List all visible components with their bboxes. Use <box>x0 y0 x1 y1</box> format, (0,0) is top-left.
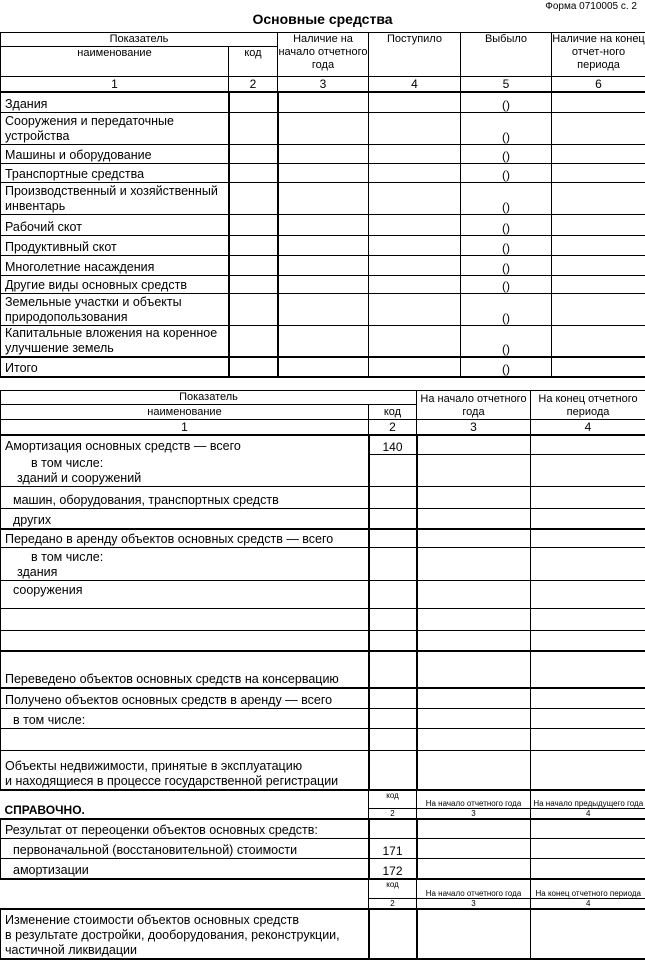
row-label: Продуктивный скот <box>1 235 229 255</box>
code-cell[interactable] <box>229 235 278 255</box>
table-row <box>1 839 645 859</box>
change-label-2: в результате достройки, дооборудования, реконструкции, <box>5 928 340 942</box>
row-label: Земельные участки и объекты природопользования <box>1 293 229 325</box>
disposed-cell[interactable]: () <box>461 293 552 325</box>
realty-label-1: Объекты недвижимости, принятые в эксплуатацию <box>5 759 303 773</box>
disposed-cell[interactable]: () <box>461 325 552 357</box>
table-row <box>1 454 645 486</box>
reference-header-row <box>1 790 645 808</box>
change-label-3: частичной ликвидации <box>5 943 137 957</box>
col-code-header: код <box>369 405 417 420</box>
row-label: первоначальной (восстановительной) стоимости <box>1 839 369 859</box>
value-cell[interactable] <box>417 708 531 728</box>
code-cell: 172 <box>369 859 417 879</box>
ref-col-code: код <box>369 790 417 808</box>
table-row <box>1 630 645 651</box>
col-number: 2 <box>369 420 417 436</box>
value-cell[interactable] <box>531 728 645 750</box>
col-number: 6 <box>552 77 645 93</box>
value-cell[interactable] <box>278 357 369 377</box>
row-label: Здания <box>1 92 229 112</box>
col-number: 4 <box>531 420 645 436</box>
row-label <box>1 750 369 790</box>
table-row <box>1 651 645 688</box>
code-cell[interactable] <box>229 357 278 377</box>
row-label: Капитальные вложения на коренное улучшение земель <box>1 325 229 357</box>
change-label-1: Изменение стоимости объектов основных средств <box>5 913 299 927</box>
value-cell[interactable] <box>531 651 645 688</box>
table-row <box>1 529 645 547</box>
disposed-cell[interactable]: () <box>461 112 552 144</box>
value-cell[interactable] <box>417 529 531 547</box>
code-cell[interactable] <box>229 293 278 325</box>
table-row <box>1 750 645 790</box>
row-label: амортизации <box>1 859 369 879</box>
col-number: 2 <box>369 808 417 819</box>
col-number: 1 <box>1 77 229 93</box>
value-cell[interactable] <box>278 325 369 357</box>
value-cell[interactable] <box>417 435 531 454</box>
value-cell[interactable] <box>552 112 645 144</box>
fixed-assets-table <box>0 32 645 378</box>
value-cell[interactable] <box>531 454 645 486</box>
col-number: 5 <box>461 77 552 93</box>
col-code-header: код <box>229 47 278 77</box>
table-row <box>1 859 645 879</box>
row-label: машин, оборудования, транспортных средств <box>1 486 369 508</box>
row-label <box>1 547 369 580</box>
value-cell[interactable] <box>417 547 531 580</box>
table-row <box>1 728 645 750</box>
value-cell[interactable] <box>531 819 645 839</box>
code-cell[interactable] <box>229 92 278 112</box>
code-cell[interactable] <box>229 182 278 214</box>
incl-label: в том числе: <box>31 455 104 470</box>
table-row <box>1 112 645 144</box>
table-row <box>1 92 645 112</box>
value-cell[interactable] <box>531 750 645 790</box>
col-name-header: наименование <box>1 47 229 77</box>
value-cell[interactable] <box>531 435 645 454</box>
value-cell[interactable] <box>278 182 369 214</box>
code-cell[interactable] <box>369 630 417 651</box>
incl-label: в том числе: <box>31 549 104 564</box>
value-cell[interactable] <box>417 839 531 859</box>
value-cell[interactable] <box>417 728 531 750</box>
col-name-header: наименование <box>1 405 369 420</box>
value-cell[interactable] <box>417 454 531 486</box>
row-label: Сооружения и передаточные устройства <box>1 112 229 144</box>
value-cell[interactable] <box>552 357 645 377</box>
table-row <box>1 214 645 235</box>
disposed-cell[interactable]: () <box>461 255 552 275</box>
code-cell[interactable] <box>369 486 417 508</box>
row-label: Переведено объектов основных средств на консервацию <box>1 651 369 688</box>
row-label <box>1 454 369 486</box>
disposed-cell[interactable]: () <box>461 275 552 293</box>
value-cell[interactable] <box>278 235 369 255</box>
value-cell[interactable] <box>531 486 645 508</box>
col-number: 3 <box>417 808 531 819</box>
code-cell[interactable] <box>229 275 278 293</box>
ref-col-start: На начало отчетного года <box>417 790 531 808</box>
table-row <box>1 508 645 529</box>
value-cell[interactable] <box>417 859 531 879</box>
value-cell[interactable] <box>278 92 369 112</box>
table-row <box>1 182 645 214</box>
value-cell[interactable] <box>369 144 461 163</box>
disposed-cell[interactable]: () <box>461 357 552 377</box>
col-end-header: Наличие на конец отчет-ного периода <box>552 33 645 77</box>
value-cell[interactable] <box>278 255 369 275</box>
table-row <box>1 235 645 255</box>
value-cell[interactable] <box>552 92 645 112</box>
chg-col-code: код <box>369 879 417 899</box>
row-label: Производственный и хозяйственный инвентарь <box>1 182 229 214</box>
blank-cell[interactable] <box>1 608 369 630</box>
code-cell: 171 <box>369 839 417 859</box>
value-cell[interactable] <box>369 357 461 377</box>
table-row <box>1 909 645 959</box>
disposed-cell[interactable]: () <box>461 214 552 235</box>
row-label-buildings: здания <box>17 564 58 579</box>
code-cell[interactable] <box>369 708 417 728</box>
row-label <box>1 909 369 959</box>
code-cell[interactable] <box>369 909 417 959</box>
value-cell[interactable] <box>369 112 461 144</box>
row-label: в том числе: <box>1 708 369 728</box>
col-start-header: Наличие на начало отчетного года <box>278 33 369 77</box>
col-number: 4 <box>531 808 645 819</box>
value-cell[interactable] <box>552 144 645 163</box>
code-cell[interactable] <box>369 651 417 688</box>
value-cell[interactable] <box>417 608 531 630</box>
value-cell[interactable] <box>552 235 645 255</box>
value-cell[interactable] <box>417 508 531 529</box>
disposed-cell[interactable]: () <box>461 92 552 112</box>
value-cell[interactable] <box>369 214 461 235</box>
disposed-cell[interactable]: () <box>461 163 552 182</box>
value-cell[interactable] <box>369 255 461 275</box>
table-row <box>1 608 645 630</box>
col-indicator-header: Показатель <box>1 391 417 405</box>
value-cell[interactable] <box>531 608 645 630</box>
blank-cell <box>1 879 369 910</box>
code-cell[interactable] <box>229 325 278 357</box>
col-number: 1 <box>1 420 369 436</box>
code-cell: 140 <box>369 435 417 454</box>
amortization-table <box>0 390 645 960</box>
value-cell[interactable] <box>369 275 461 293</box>
value-cell[interactable] <box>369 235 461 255</box>
value-cell[interactable] <box>417 486 531 508</box>
code-cell[interactable] <box>369 819 417 839</box>
blank-cell[interactable] <box>1 630 369 651</box>
code-cell[interactable] <box>229 163 278 182</box>
change-header-row <box>1 879 645 899</box>
form-code: Форма 0710005 с. 2 <box>545 1 637 12</box>
value-cell[interactable] <box>552 182 645 214</box>
code-cell[interactable] <box>369 728 417 750</box>
col-end-header: На конец отчетного периода <box>531 391 645 420</box>
code-cell[interactable] <box>229 112 278 144</box>
row-label: Амортизация основных средств — всего <box>1 435 369 454</box>
row-label: Результат от переоценки объектов основных средств: <box>1 819 369 839</box>
col-number: 3 <box>417 420 531 436</box>
value-cell[interactable] <box>278 293 369 325</box>
col-number: 3 <box>278 77 369 93</box>
value-cell[interactable] <box>531 508 645 529</box>
value-cell[interactable] <box>531 630 645 651</box>
code-cell[interactable] <box>229 214 278 235</box>
value-cell[interactable] <box>531 839 645 859</box>
col-number: 2 <box>229 77 278 93</box>
chg-col-end: На конец отчетного периода <box>531 879 645 899</box>
row-label: Другие виды основных средств <box>1 275 229 293</box>
chg-col-start: На начало отчетного года <box>417 879 531 899</box>
value-cell[interactable] <box>552 255 645 275</box>
row-label: Итого <box>1 357 229 377</box>
value-cell[interactable] <box>531 708 645 728</box>
table-row <box>1 708 645 728</box>
ref-col-prev: На начало предыдущего года <box>531 790 645 808</box>
value-cell[interactable] <box>369 92 461 112</box>
value-cell[interactable] <box>369 293 461 325</box>
value-cell[interactable] <box>552 293 645 325</box>
table-row <box>1 255 645 275</box>
value-cell[interactable] <box>417 750 531 790</box>
page-title: Основные средства <box>252 11 393 27</box>
blank-cell[interactable] <box>1 728 369 750</box>
col-start-header: На начало отчетного года <box>417 391 531 420</box>
row-label-buildings: зданий и сооружений <box>17 470 142 485</box>
disposed-cell[interactable]: () <box>461 182 552 214</box>
code-cell[interactable] <box>369 529 417 547</box>
code-cell[interactable] <box>369 547 417 580</box>
value-cell[interactable] <box>552 325 645 357</box>
value-cell[interactable] <box>417 819 531 839</box>
value-cell[interactable] <box>278 112 369 144</box>
row-label: Транспортные средства <box>1 163 229 182</box>
code-cell[interactable] <box>369 580 417 608</box>
code-cell[interactable] <box>369 508 417 529</box>
col-number: 4 <box>369 77 461 93</box>
table-row <box>1 819 645 839</box>
table-row <box>1 325 645 357</box>
value-cell[interactable] <box>531 688 645 708</box>
value-cell[interactable] <box>552 214 645 235</box>
value-cell[interactable] <box>531 580 645 608</box>
disposed-cell[interactable]: () <box>461 144 552 163</box>
code-cell[interactable] <box>369 608 417 630</box>
row-label: Передано в аренду объектов основных средств — всего <box>1 529 369 547</box>
value-cell[interactable] <box>278 214 369 235</box>
code-cell[interactable] <box>369 688 417 708</box>
table-row <box>1 275 645 293</box>
value-cell[interactable] <box>417 630 531 651</box>
value-cell[interactable] <box>552 163 645 182</box>
value-cell[interactable] <box>278 275 369 293</box>
reference-label: СПРАВОЧНО. <box>1 790 369 819</box>
value-cell[interactable] <box>417 651 531 688</box>
col-received-header: Поступило <box>369 33 461 77</box>
table-row <box>1 486 645 508</box>
col-disposed-header: Выбыло <box>461 33 552 77</box>
col-number: 2 <box>369 899 417 910</box>
value-cell[interactable] <box>278 163 369 182</box>
realty-label-2: и находящиеся в процессе государственной регистрации <box>5 774 339 788</box>
row-label: Рабочий скот <box>1 214 229 235</box>
table-row-total <box>1 357 645 377</box>
code-cell[interactable] <box>229 255 278 275</box>
value-cell[interactable] <box>369 163 461 182</box>
code-cell[interactable] <box>229 144 278 163</box>
value-cell[interactable] <box>417 580 531 608</box>
row-label: Многолетние насаждения <box>1 255 229 275</box>
code-cell[interactable] <box>369 750 417 790</box>
value-cell[interactable] <box>417 688 531 708</box>
value-cell[interactable] <box>369 182 461 214</box>
col-indicator-header: Показатель <box>1 33 278 47</box>
value-cell[interactable] <box>531 909 645 959</box>
table-row <box>1 144 645 163</box>
table-row <box>1 293 645 325</box>
code-cell[interactable] <box>369 454 417 486</box>
table-row <box>1 547 645 580</box>
value-cell[interactable] <box>417 909 531 959</box>
row-label: Получено объектов основных средств в аренду — всего <box>1 688 369 708</box>
row-label: сооружения <box>1 580 369 608</box>
disposed-cell[interactable]: () <box>461 235 552 255</box>
row-label: других <box>1 508 369 529</box>
value-cell[interactable] <box>278 144 369 163</box>
row-label: Машины и оборудование <box>1 144 229 163</box>
value-cell[interactable] <box>552 275 645 293</box>
table-row <box>1 435 645 454</box>
value-cell[interactable] <box>531 529 645 547</box>
value-cell[interactable] <box>369 325 461 357</box>
col-number: 3 <box>417 899 531 910</box>
value-cell[interactable] <box>531 547 645 580</box>
table-row <box>1 163 645 182</box>
col-number: 4 <box>531 899 645 910</box>
table-row <box>1 688 645 708</box>
table-row <box>1 580 645 608</box>
value-cell[interactable] <box>531 859 645 879</box>
